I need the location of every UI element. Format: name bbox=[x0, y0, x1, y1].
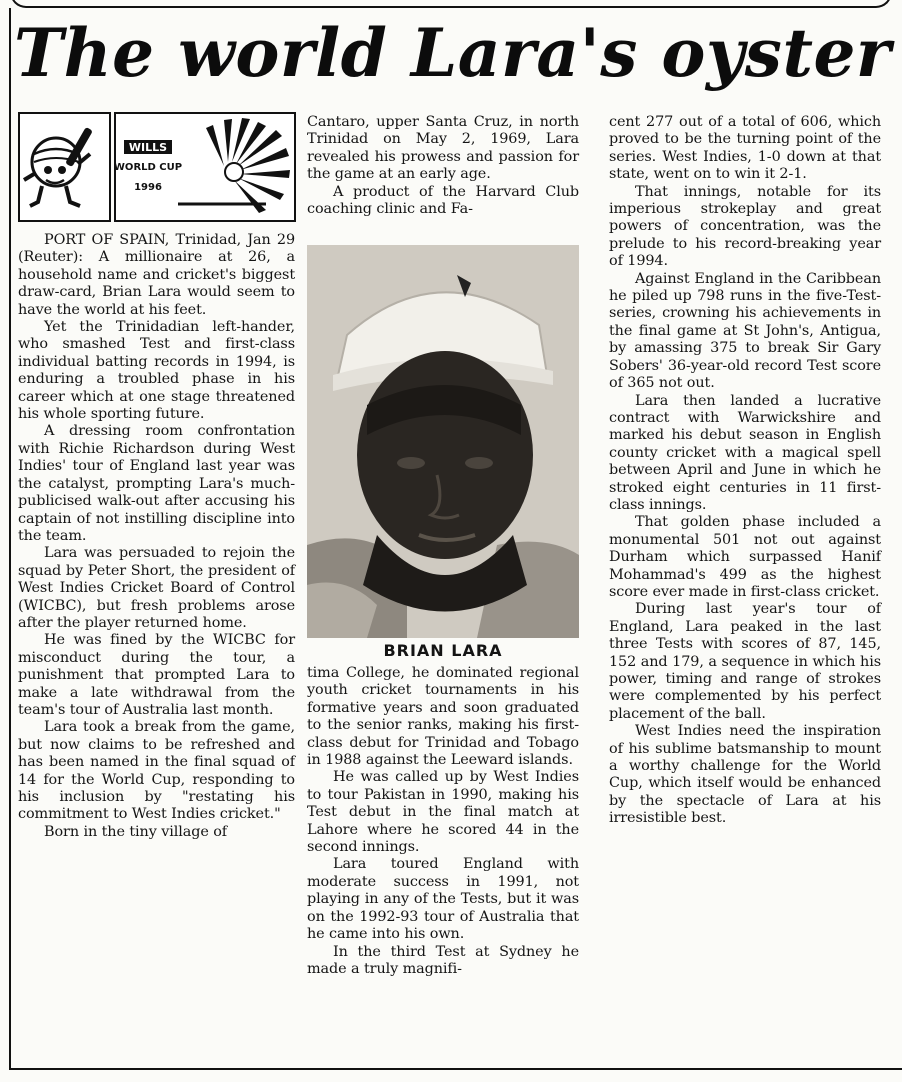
body-paragraph: cent 277 out of a total of 606, which proved to be the turning point of the series. West Indies, 1-0 down at that state, went on to win it 2-1. bbox=[609, 114, 881, 183]
body-paragraph: A product of the Harvard Club coaching clinic and Fa- bbox=[307, 183, 579, 218]
article-column-1 bbox=[18, 232, 295, 841]
body-paragraph: Cantaro, upper Santa Cruz, in north Trinidad on May 2, 1969, Lara revealed his prowess and passion for the game at an early age. bbox=[307, 114, 579, 183]
body-paragraph: He was called up by West Indies to tour Pakistan in 1990, making his Test debut in the final match at Lahore where he scored 44 in the second innings. bbox=[307, 769, 579, 856]
body-paragraph: That innings, notable for its imperious strokeplay and great powers of concentration, was the prelude to his record-breaking year of 1994. bbox=[609, 183, 881, 270]
cricket-ball-mascot-icon bbox=[20, 114, 109, 220]
logo-year-text: 1996 bbox=[134, 182, 162, 193]
body-paragraph: He was fined by the WICBC for misconduct during the tour, a punishment that prompted Lara to make a late withdrawal from the team's tour of Australia last month. bbox=[18, 632, 295, 718]
logo-strip bbox=[18, 112, 295, 220]
world-cup-logo bbox=[114, 112, 296, 222]
mascot-logo bbox=[18, 112, 111, 222]
brian-lara-photo bbox=[307, 245, 579, 638]
body-paragraph: Lara toured England with moderate success in 1991, not playing in any of the Tests, but it was on the 1992-93 tour of Australia that he came into his own. bbox=[307, 856, 579, 943]
body-paragraph: Born in the tiny village of bbox=[44, 823, 228, 840]
logo-brand-text: WILLS bbox=[128, 141, 168, 154]
portrait-image bbox=[307, 245, 579, 638]
body-paragraph: That golden phase included a monumental 501 not out against Durham which surpassed Hanif Mohammad's 499 as the highest score ever made in first-class cricket. bbox=[609, 514, 881, 600]
wills-world-cup-emblem bbox=[116, 114, 294, 220]
article-column-3 bbox=[609, 114, 881, 828]
body-paragraph: Yet the Trinidadian left-hander, who smashed Test and first-class individual batting records in 1994, is enduring a troubled phase in his career which at one stage threatened his whole sporting future. bbox=[18, 319, 295, 423]
article-column-2-bottom bbox=[307, 665, 579, 978]
body-paragraph: Lara took a break from the game, but now claims to be refreshed and has been named in the final squad of 14 for the World Cup, responding to his inclusion by "restating his commitment to West Indies cricket." bbox=[18, 719, 295, 823]
body-paragraph: During last year's tour of England, Lara peaked in the last three Tests with scores of 87, 145, 152 and 179, a sequence in which his power, timing and range of strokes were complemented by his perfect placement of the ball. bbox=[609, 601, 881, 722]
left-border bbox=[9, 8, 11, 1068]
article-headline: The world Lara's oyster bbox=[14, 14, 892, 92]
article-column-2-top bbox=[307, 114, 579, 218]
dateline-paragraph: PORT OF SPAIN, Trinidad, Jan 29 (Reuter): A millionaire at 26, a household name and cricket's biggest draw-card, Brian Lara would seem to have the world at his feet. bbox=[18, 232, 295, 318]
bottom-border bbox=[9, 1068, 902, 1070]
body-paragraph: Lara was persuaded to rejoin the squad by Peter Short, the president of West Indies Cricket Board of Control (WICBC), but fresh problems arose after the player returned home. bbox=[18, 545, 295, 631]
body-paragraph: A dressing room confrontation with Richie Richardson during West Indies' tour of England last year was the catalyst, prompting Lara's much-publicised walk-out after accusing his captain of not instilling discipline into the team. bbox=[18, 423, 295, 544]
body-paragraph: Against England in the Caribbean he piled up 798 runs in the five-Test-series, crowning his achievements in the final game at St John's, Antigua, by amassing 375 to break Sir Gary Sobers' 36-year-old record Test score of 365 not out. bbox=[609, 270, 881, 392]
photo-caption: BRIAN LARA bbox=[383, 641, 503, 660]
sunburst-icon bbox=[206, 118, 290, 213]
body-paragraph: In the third Test at Sydney he made a truly magnifi- bbox=[307, 943, 579, 977]
logo-event-text: WORLD CUP bbox=[116, 162, 183, 173]
body-paragraph: Lara then landed a lucrative contract with Warwickshire and marked his debut season in English county cricket with a magical spell between April and June in which he stroked eight centuries in 11 first-class innings. bbox=[609, 392, 881, 513]
body-paragraph: tima College, he dominated regional youth cricket tournaments in his formative years and soon graduated to the senior ranks, making his first-class debut for Trinidad and Tobago in 1988 against the Leeward islands. bbox=[307, 665, 579, 769]
body-paragraph: West Indies need the inspiration of his sublime batsmanship to mount a worthy challenge for the World Cup, which itself would be enhanced by the spectacle of Lara at his irresistible best. bbox=[609, 723, 881, 827]
top-border bbox=[10, 0, 892, 8]
